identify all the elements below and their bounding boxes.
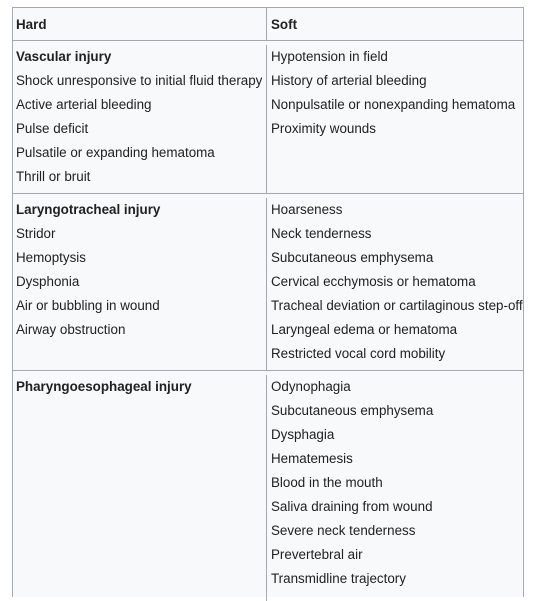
vascular-hard-cell bbox=[13, 45, 267, 193]
soft-sign: Neck tenderness bbox=[271, 226, 372, 241]
hard-sign: Airway obstruction bbox=[16, 322, 126, 337]
soft-sign: Prevertebral air bbox=[271, 547, 363, 562]
soft-sign: History of arterial bleeding bbox=[271, 73, 427, 88]
hard-sign: Shock unresponsive to initial fluid therapy bbox=[16, 73, 263, 88]
soft-sign: Odynophagia bbox=[271, 379, 351, 394]
pharyngoesophageal-row bbox=[13, 371, 523, 601]
hard-sign: Active arterial bleeding bbox=[16, 97, 152, 112]
hard-sign: Air or bubbling in wound bbox=[16, 298, 160, 313]
category-label: Vascular injury bbox=[16, 49, 112, 64]
soft-sign: Subcutaneous emphysema bbox=[271, 403, 434, 418]
hard-sign: Pulsatile or expanding hematoma bbox=[16, 145, 215, 160]
soft-sign: Blood in the mouth bbox=[271, 475, 383, 490]
soft-sign: Restricted vocal cord mobility bbox=[271, 346, 446, 361]
soft-sign: Hematemesis bbox=[271, 451, 353, 466]
soft-sign: Proximity wounds bbox=[271, 121, 376, 136]
table-header-row bbox=[13, 8, 523, 41]
soft-sign: Hoarseness bbox=[271, 202, 343, 217]
soft-sign: Tracheal deviation or cartilaginous step-off bbox=[271, 298, 523, 313]
pharyngoesophageal-hard-cell bbox=[13, 375, 267, 601]
laryngotracheal-hard-cell bbox=[13, 198, 267, 370]
laryngotracheal-soft-cell bbox=[267, 198, 523, 370]
soft-sign: Cervical ecchymosis or hematoma bbox=[271, 274, 476, 289]
vascular-row bbox=[13, 41, 523, 194]
soft-sign: Saliva draining from wound bbox=[271, 499, 433, 514]
header-soft: Soft bbox=[271, 17, 298, 32]
header-hard: Hard bbox=[13, 8, 267, 40]
laryngotracheal-row bbox=[13, 194, 523, 371]
hard-sign: Thrill or bruit bbox=[16, 169, 91, 184]
category-label: Laryngotracheal injury bbox=[16, 202, 161, 217]
category-label: Pharyngoesophageal injury bbox=[16, 379, 192, 394]
hard-sign: Pulse deficit bbox=[16, 121, 89, 136]
soft-sign: Nonpulsatile or nonexpanding hematoma bbox=[271, 97, 516, 112]
soft-sign: Dysphagia bbox=[271, 427, 335, 442]
soft-sign: Subcutaneous emphysema bbox=[271, 250, 434, 265]
soft-sign: Hypotension in field bbox=[271, 49, 388, 64]
pharyngoesophageal-soft-cell bbox=[267, 375, 523, 601]
soft-sign: Laryngeal edema or hematoma bbox=[271, 322, 458, 337]
signs-table bbox=[12, 7, 524, 597]
hard-sign: Stridor bbox=[16, 226, 56, 241]
hard-sign: Hemoptysis bbox=[16, 250, 86, 265]
hard-sign: Dysphonia bbox=[16, 274, 80, 289]
soft-sign: Severe neck tenderness bbox=[271, 523, 416, 538]
soft-sign: Transmidline trajectory bbox=[271, 571, 406, 586]
vascular-soft-cell bbox=[267, 45, 523, 193]
